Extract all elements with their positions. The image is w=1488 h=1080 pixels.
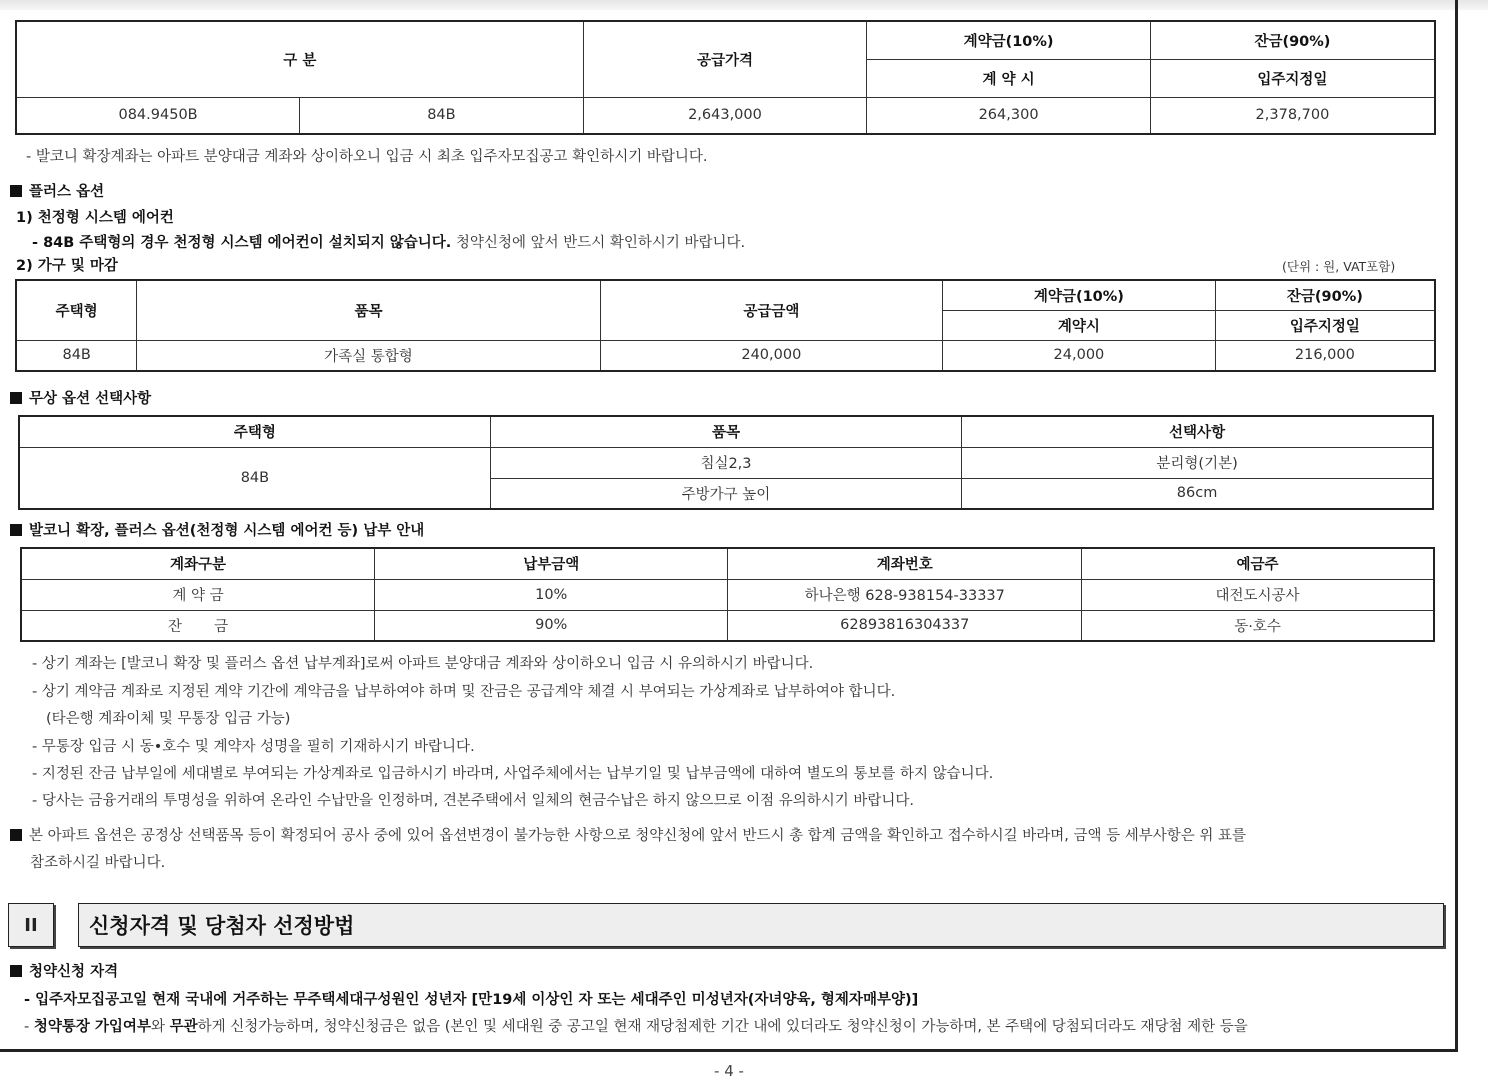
table-row xyxy=(21,579,1434,610)
payment-heading: 발코니 확장, 플러스 옵션(천정형 시스템 에어컨 등) 납부 안내 xyxy=(10,519,424,540)
cell-deposit: 264,300 xyxy=(867,97,1151,134)
header-deposit-when: 계약시 xyxy=(943,310,1216,340)
table-row xyxy=(21,610,1434,641)
furniture-price-table xyxy=(15,279,1436,372)
square-bullet-icon xyxy=(10,392,22,404)
header-deposit: 계약금(10%) xyxy=(867,21,1151,59)
note-line: (타은행 계좌이체 및 무통장 입금 가능) xyxy=(46,711,291,727)
cell-account-type: 잔 금 xyxy=(21,610,375,641)
cell-type: 84B xyxy=(19,447,490,509)
header-balance-when: 입주지정일 xyxy=(1150,59,1435,97)
section-number: II xyxy=(8,903,54,947)
table-row xyxy=(19,447,1433,478)
cell-balance: 216,000 xyxy=(1215,340,1435,371)
free-option-table xyxy=(18,415,1434,510)
cell-item: 주방가구 높이 xyxy=(490,478,961,509)
cell-deposit: 24,000 xyxy=(943,340,1216,371)
option-notice-cont: 참조하시길 바랍니다. xyxy=(30,855,166,871)
header-account-type: 계좌구분 xyxy=(21,548,375,579)
cell-item: 침실2,3 xyxy=(490,447,961,478)
cell-pay-amount: 10% xyxy=(375,579,728,610)
square-bullet-icon xyxy=(10,524,22,536)
balcony-price-table xyxy=(15,20,1436,135)
cell-choice: 분리형(기본) xyxy=(962,447,1433,478)
note-line: - 당사는 금융거래의 투명성을 위하여 온라인 수납만을 인정하며, 견본주택에서 일체의 현금수납은 하지 않으므로 이점 유의하시기 바랍니다. xyxy=(32,793,914,809)
cell-choice: 86cm xyxy=(962,478,1433,509)
eligibility-line: - 입주자모집공고일 현재 국내에 거주하는 무주택세대구성원인 성년자 [만19세 이상인 자 또는 세대주인 미성년자(자녀양육, 형제자매부양)] xyxy=(24,992,919,1008)
cell-type: 84B xyxy=(16,340,137,371)
balcony-account-note: - 발코니 확장계좌는 아파트 분양대금 계좌와 상이하오니 입금 시 최초 입주자모집공고 확인하시기 바랍니다. xyxy=(26,149,708,165)
furniture-heading: 2) 가구 및 마감 xyxy=(16,258,118,274)
option-notice: 본 아파트 옵션은 공정상 선택품목 등이 확정되어 공사 중에 있어 옵션변경이 불가능한 사항으로 청약신청에 앞서 반드시 총 합계 금액을 확인하고 접수하시길 바라며, 금액 등 세부사항은 위 표를 xyxy=(10,824,1246,845)
header-balance-when: 입주지정일 xyxy=(1215,310,1435,340)
table-row xyxy=(16,340,1435,371)
cell-type: 84B xyxy=(300,97,584,134)
ac-heading: 1) 천정형 시스템 에어컨 xyxy=(16,210,174,226)
cell-price: 2,643,000 xyxy=(583,97,867,134)
header-house-type: 주택형 xyxy=(19,416,490,447)
unit-note: (단위 : 원, VAT포함) xyxy=(1282,259,1396,274)
plus-option-heading: 플러스 옵션 xyxy=(10,180,104,201)
cell-amount: 240,000 xyxy=(600,340,943,371)
cell-balance: 2,378,700 xyxy=(1150,97,1435,134)
header-balance: 잔금(90%) xyxy=(1215,280,1435,310)
table-row xyxy=(16,97,1435,134)
square-bullet-icon xyxy=(10,185,22,197)
cell-account-holder: 동·호수 xyxy=(1082,610,1434,641)
header-balance: 잔금(90%) xyxy=(1150,21,1435,59)
free-option-heading: 무상 옵션 선택사항 xyxy=(10,387,151,408)
cell-code: 084.9450B xyxy=(16,97,300,134)
page-number: - 4 - xyxy=(714,1062,744,1080)
header-supply-price: 공급가격 xyxy=(583,21,867,97)
cell-account-number: 하나은행 628-938154-33337 xyxy=(728,579,1082,610)
cell-account-holder: 대전도시공사 xyxy=(1082,579,1434,610)
header-item: 품목 xyxy=(490,416,961,447)
header-deposit-when: 계 약 시 xyxy=(867,59,1151,97)
note-line: - 무통장 입금 시 동•호수 및 계약자 성명을 필히 기재하시기 바랍니다. xyxy=(32,739,475,755)
cell-item: 가족실 통합형 xyxy=(137,340,600,371)
header-account-number: 계좌번호 xyxy=(728,548,1082,579)
note-line: - 지정된 잔금 납부일에 세대별로 부여되는 가상계좌로 입금하시기 바라며, 사업주체에서는 납부기일 및 납부금액에 대하여 별도의 통보를 하지 않습니다. xyxy=(32,766,994,782)
cell-account-number: 62893816304337 xyxy=(728,610,1082,641)
header-item: 품목 xyxy=(137,280,600,340)
header-category: 구 분 xyxy=(16,21,583,97)
header-pay-amount: 납부금액 xyxy=(375,548,728,579)
header-choice: 선택사항 xyxy=(962,416,1433,447)
header-deposit: 계약금(10%) xyxy=(943,280,1216,310)
header-account-holder: 예금주 xyxy=(1082,548,1434,579)
ac-note: - 84B 주택형의 경우 천정형 시스템 에어컨이 설치되지 않습니다. 청약신청에 앞서 반드시 확인하시기 바랍니다. xyxy=(32,235,746,251)
header-supply-amount: 공급금액 xyxy=(600,280,943,340)
cell-account-type: 계 약 금 xyxy=(21,579,375,610)
eligibility-heading: 청약신청 자격 xyxy=(10,960,118,981)
section-title: 신청자격 및 당첨자 선정방법 xyxy=(78,903,1444,947)
header-house-type: 주택형 xyxy=(16,280,137,340)
cell-pay-amount: 90% xyxy=(375,610,728,641)
note-line: - 상기 계좌는 [발코니 확장 및 플러스 옵션 납부계좌]로써 아파트 분양대금 계좌와 상이하오니 입금 시 유의하시기 바랍니다. xyxy=(32,656,814,672)
eligibility-line: - 청약통장 가입여부와 무관하게 신청가능하며, 청약신청금은 없음 (본인 및 세대원 중 공고일 현재 재당첨제한 기간 내에 있더라도 청약신청이 가능하며, 본 주택에 당첨되더라도 재당첨 제한 등을 xyxy=(24,1019,1248,1035)
payment-account-table xyxy=(20,547,1435,642)
square-bullet-icon xyxy=(10,965,22,977)
square-bullet-icon xyxy=(10,829,22,841)
note-line: - 상기 계약금 계좌로 지정된 계약 기간에 계약금을 납부하여야 하며 및 잔금은 공급계약 체결 시 부여되는 가상계좌로 납부하여야 합니다. xyxy=(32,684,896,700)
